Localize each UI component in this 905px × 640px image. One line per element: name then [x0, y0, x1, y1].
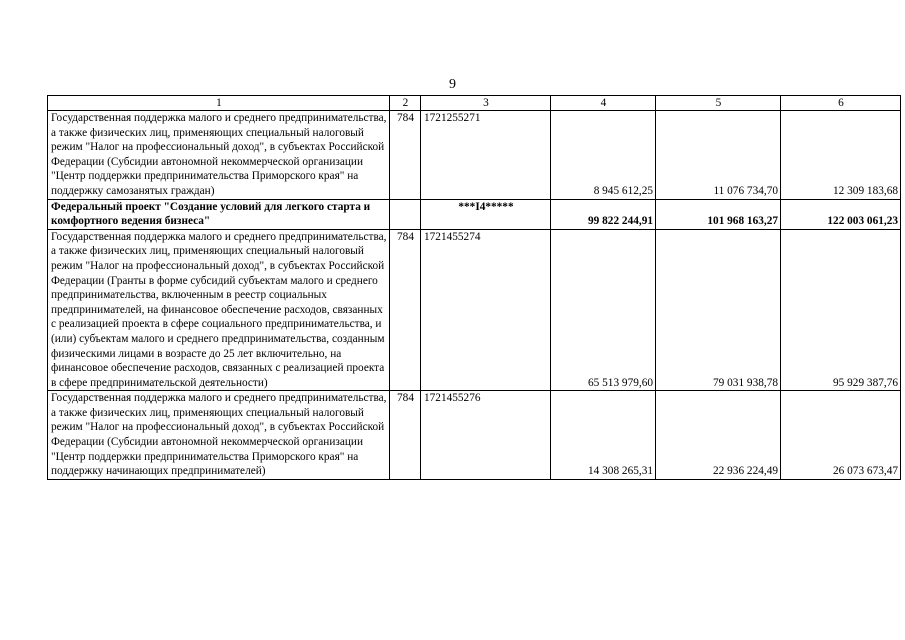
table-row [48, 229, 901, 391]
row-code-3: 1721455276 [421, 391, 551, 480]
page-number: 9 [449, 77, 456, 92]
header-cell-2: 2 [390, 96, 421, 111]
row-value-4: 99 822 244,91 [551, 199, 656, 229]
row-name: Государственная поддержка малого и среднего предпринимательства, а также физических лиц, применяющих специальный налоговый режим "Налог на профессиональный доход", в субъектах Российской Федерации (Субсидии автономной некоммерческой организации "Центр поддержки предпринимательства Приморского края" на поддержку начинающих предпринимателей) [48, 391, 390, 480]
header-cell-3: 3 [421, 96, 551, 111]
row-code-2: 784 [390, 391, 421, 480]
row-value-6: 122 003 061,23 [781, 199, 901, 229]
header-cell-6: 6 [781, 96, 901, 111]
row-value-6: 12 309 183,68 [781, 111, 901, 200]
row-name: Федеральный проект "Создание условий для легкого старта и комфортного ведения бизнеса" [48, 199, 390, 229]
row-value-4: 65 513 979,60 [551, 229, 656, 391]
table-row [48, 391, 901, 480]
row-name: Государственная поддержка малого и среднего предпринимательства, а также физических лиц, применяющих специальный налоговый режим "Налог на профессиональный доход", в субъектах Российской Федерации (Гранты в форме субсидий субъектам малого и среднего предпринимательства, включенным в реестр социальных предпринимателей, на финансовое обеспечение расходов, связанных с реализацией проекта в сфере социального предпринимательства, и (или) субъектам малого и среднего предпринимательства, созданным физическими лицами в возрасте до 25 лет включительно, на финансовое обеспечение расходов, связанных с реализацией проекта в сфере предпринимательской деятельности) [48, 229, 390, 391]
row-code-3: 1721255271 [421, 111, 551, 200]
row-value-6: 26 073 673,47 [781, 391, 901, 480]
row-code-2: 784 [390, 111, 421, 200]
budget-table [47, 95, 901, 480]
row-name: Государственная поддержка малого и среднего предпринимательства, а также физических лиц, применяющих специальный налоговый режим "Налог на профессиональный доход", в субъектах Российской Федерации (Субсидии автономной некоммерческой организации "Центр поддержки предпринимательства Приморского края" на поддержку самозанятых граждан) [48, 111, 390, 200]
row-value-5: 11 076 734,70 [656, 111, 781, 200]
header-cell-1: 1 [48, 96, 390, 111]
row-code-2: 784 [390, 229, 421, 391]
row-value-5: 79 031 938,78 [656, 229, 781, 391]
row-value-5: 101 968 163,27 [656, 199, 781, 229]
row-code-3: 1721455274 [421, 229, 551, 391]
table-row [48, 111, 901, 200]
header-cell-5: 5 [656, 96, 781, 111]
row-code-3: ***I4***** [421, 199, 551, 229]
table-header-row [48, 96, 901, 111]
table-row-project [48, 199, 901, 229]
header-cell-4: 4 [551, 96, 656, 111]
row-value-5: 22 936 224,49 [656, 391, 781, 480]
row-code-2 [390, 199, 421, 229]
row-value-4: 8 945 612,25 [551, 111, 656, 200]
row-value-4: 14 308 265,31 [551, 391, 656, 480]
row-value-6: 95 929 387,76 [781, 229, 901, 391]
